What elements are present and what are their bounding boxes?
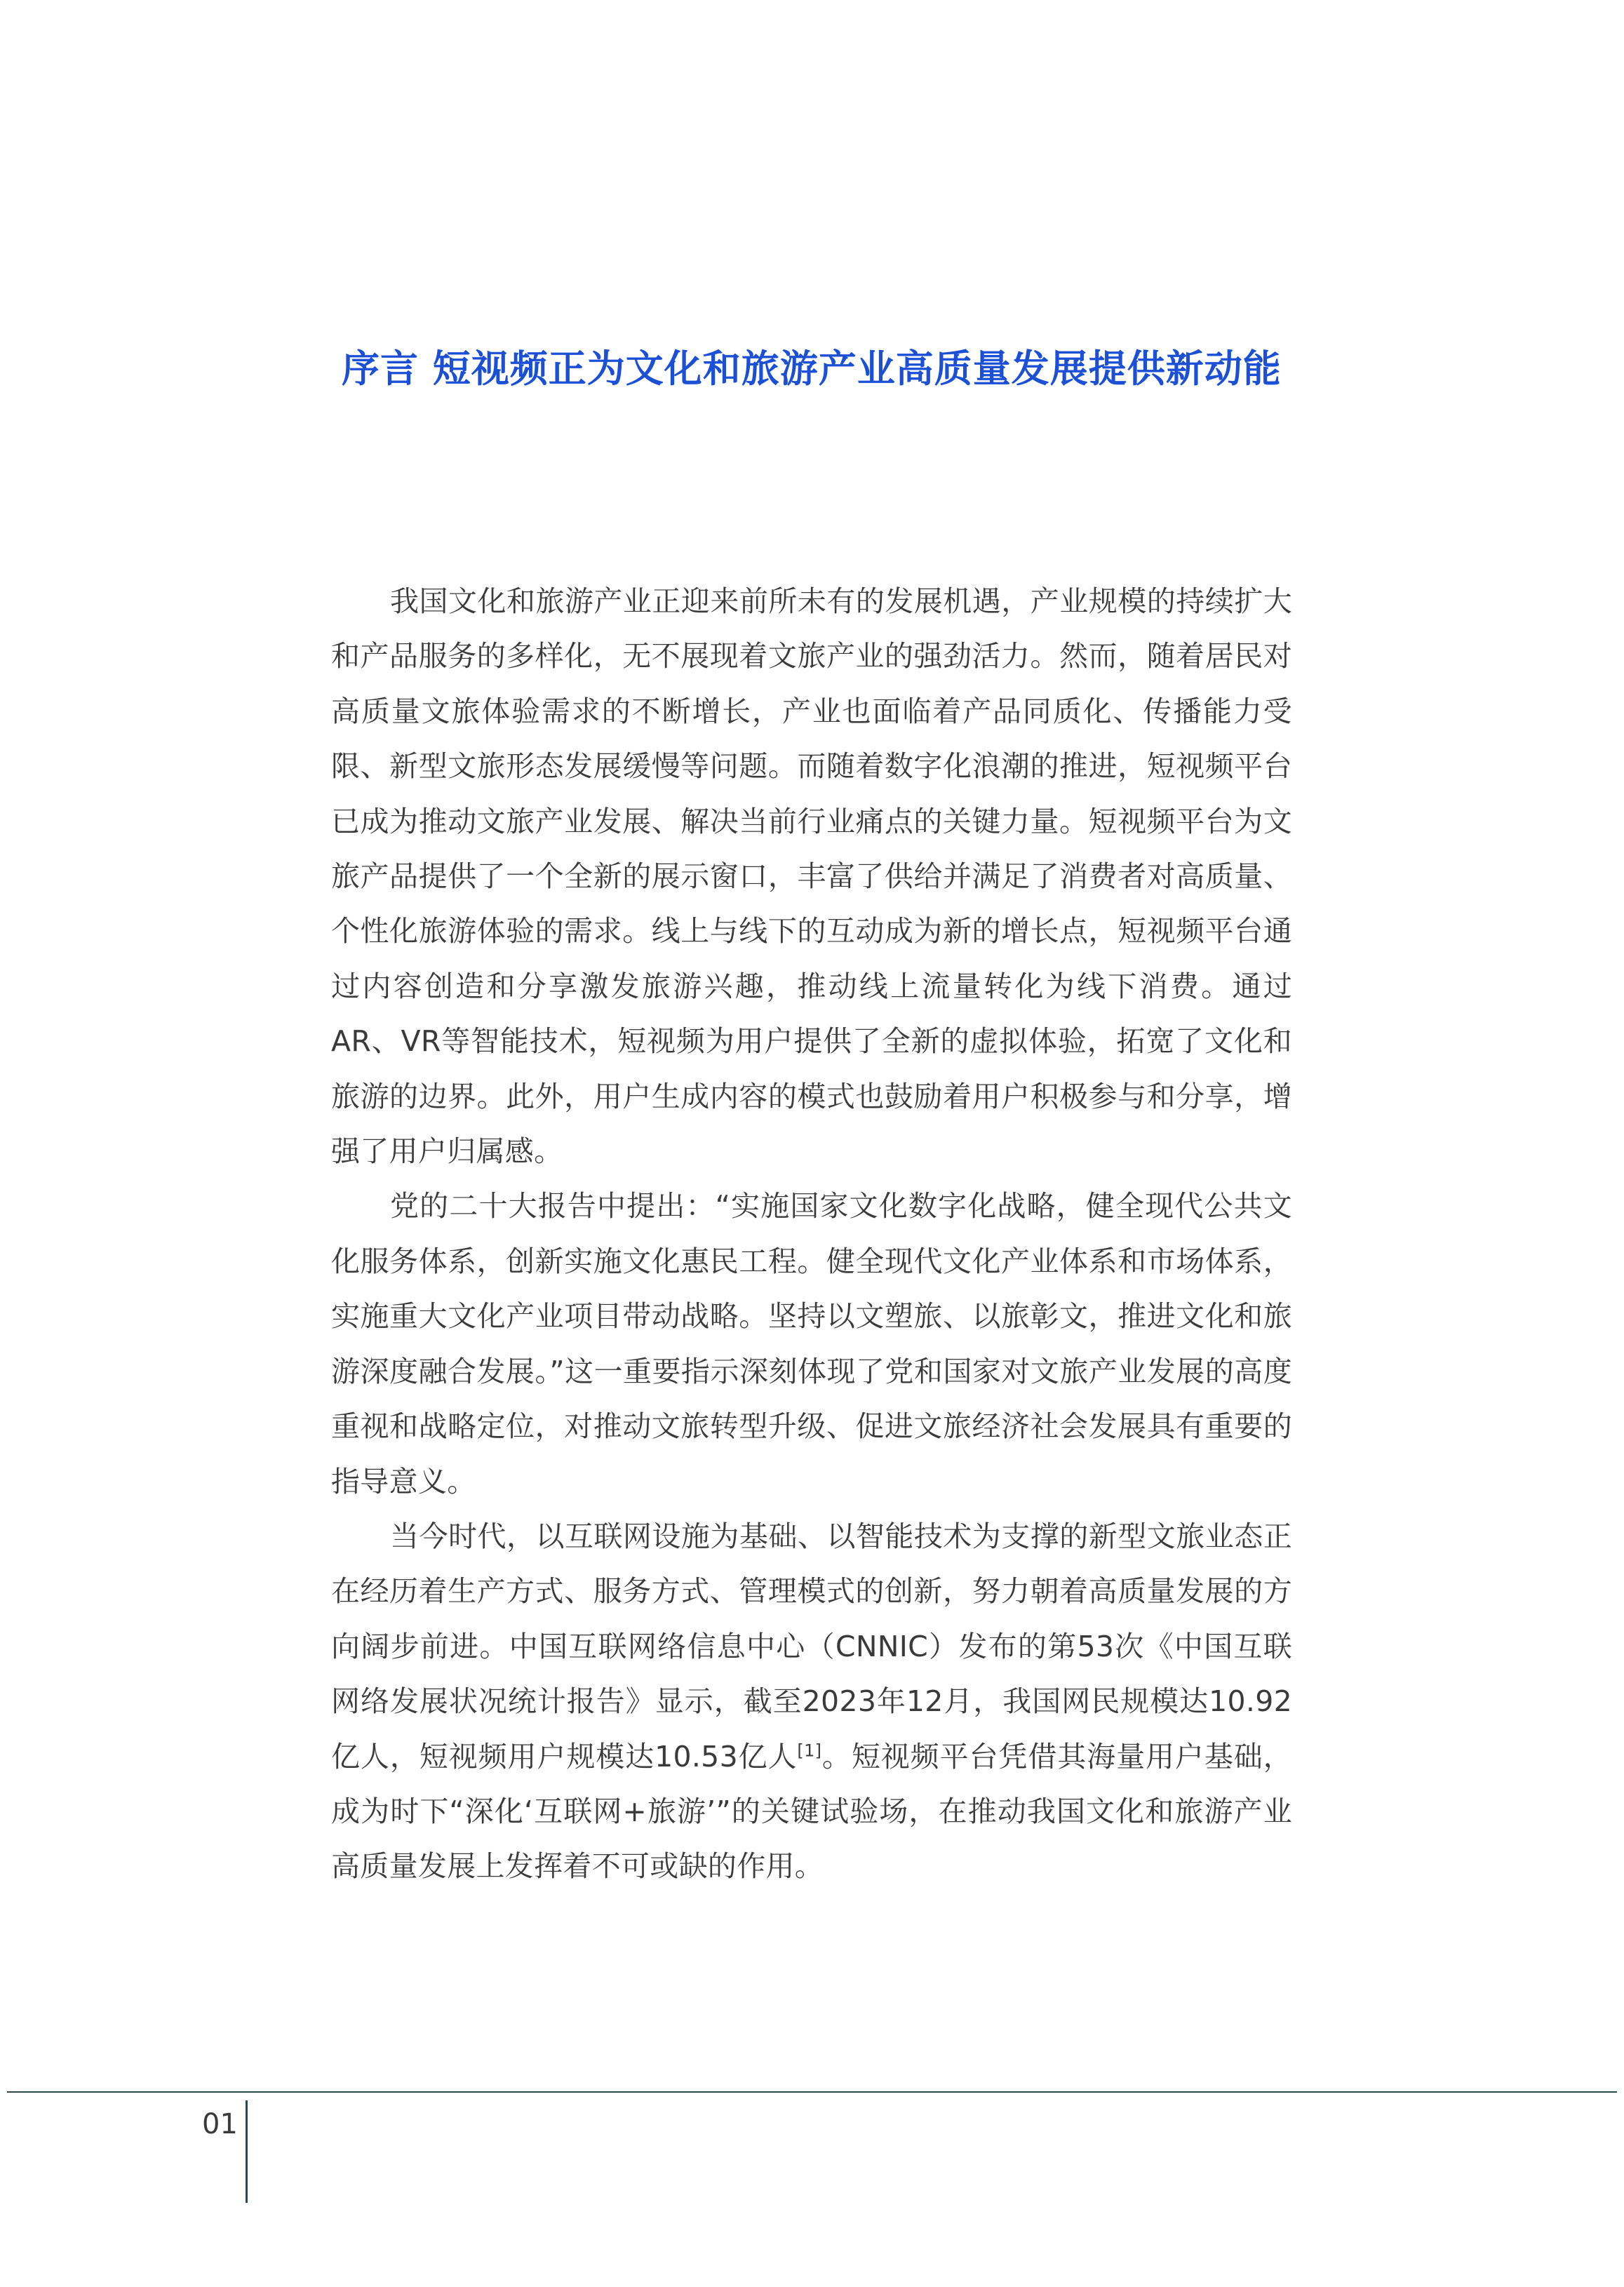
page-title: 序言 短视频正为文化和旅游产业高质量发展提供新动能 <box>342 347 1282 391</box>
paragraph-3-text-after-ref: 。短视频平台凭借其海量用户基础，成为时下“深化‘互联网+旅游’”的关键试验场，在推动我国文化和旅游产业高质量发展上发挥着不可或缺的作用。 <box>331 1739 1292 1884</box>
paragraph-3 <box>331 1509 1292 1894</box>
body-text <box>331 574 1292 1894</box>
page-number: 01 <box>202 2108 238 2140</box>
paragraph-2: 党的二十大报告中提出：“实施国家文化数字化战略，健全现代公共文化服务体系，创新实施文化惠民工程。健全现代文化产业体系和市场体系，实施重大文化产业项目带动战略。坚持以文塑旅、以旅彰文，推进文化和旅游深度融合发展。”这一重要指示深刻体现了党和国家对文旅产业发展的高度重视和战略定位，对推动文旅转型升级、促进文旅经济社会发展具有重要的指导意义。 <box>331 1189 1292 1498</box>
page-number-divider <box>246 2100 248 2203</box>
paragraph-1: 我国文化和旅游产业正迎来前所未有的发展机遇，产业规模的持续扩大和产品服务的多样化，无不展现着文旅产业的强劲活力。然而，随着居民对高质量文旅体验需求的不断增长，产业也面临着产品同质化、传播能力受限、新型文旅形态发展缓慢等问题。而随着数字化浪潮的推进，短视频平台已成为推动文旅产业发展、解决当前行业痛点的关键力量。短视频平台为文旅产品提供了一个全新的展示窗口，丰富了供给并满足了消费者对高质量、个性化旅游体验的需求。线上与线下的互动成为新的增长点，短视频平台通过内容创造和分享激发旅游兴趣，推动线上流量转化为线下消费。通过AR、VR等智能技术，短视频为用户提供了全新的虚拟体验，拓宽了文化和旅游的边界。此外，用户生成内容的模式也鼓励着用户积极参与和分享，增强了用户归属感。 <box>331 584 1292 1169</box>
footer-divider <box>7 2091 1617 2093</box>
paragraph-3-text-before-ref: 当今时代，以互联网设施为基础、以智能技术为支撑的新型文旅业态正在经历着生产方式、服务方式、管理模式的创新，努力朝着高质量发展的方向阔步前进。中国互联网络信息中心（CNNIC）发布的第53次《中国互联网络发展状况统计报告》显示，截至2023年12月，我国网民规模达10.92亿人，短视频用户规模达10.53亿人 <box>331 1519 1292 1773</box>
footnote-reference[interactable]: [1] <box>797 1740 822 1760</box>
